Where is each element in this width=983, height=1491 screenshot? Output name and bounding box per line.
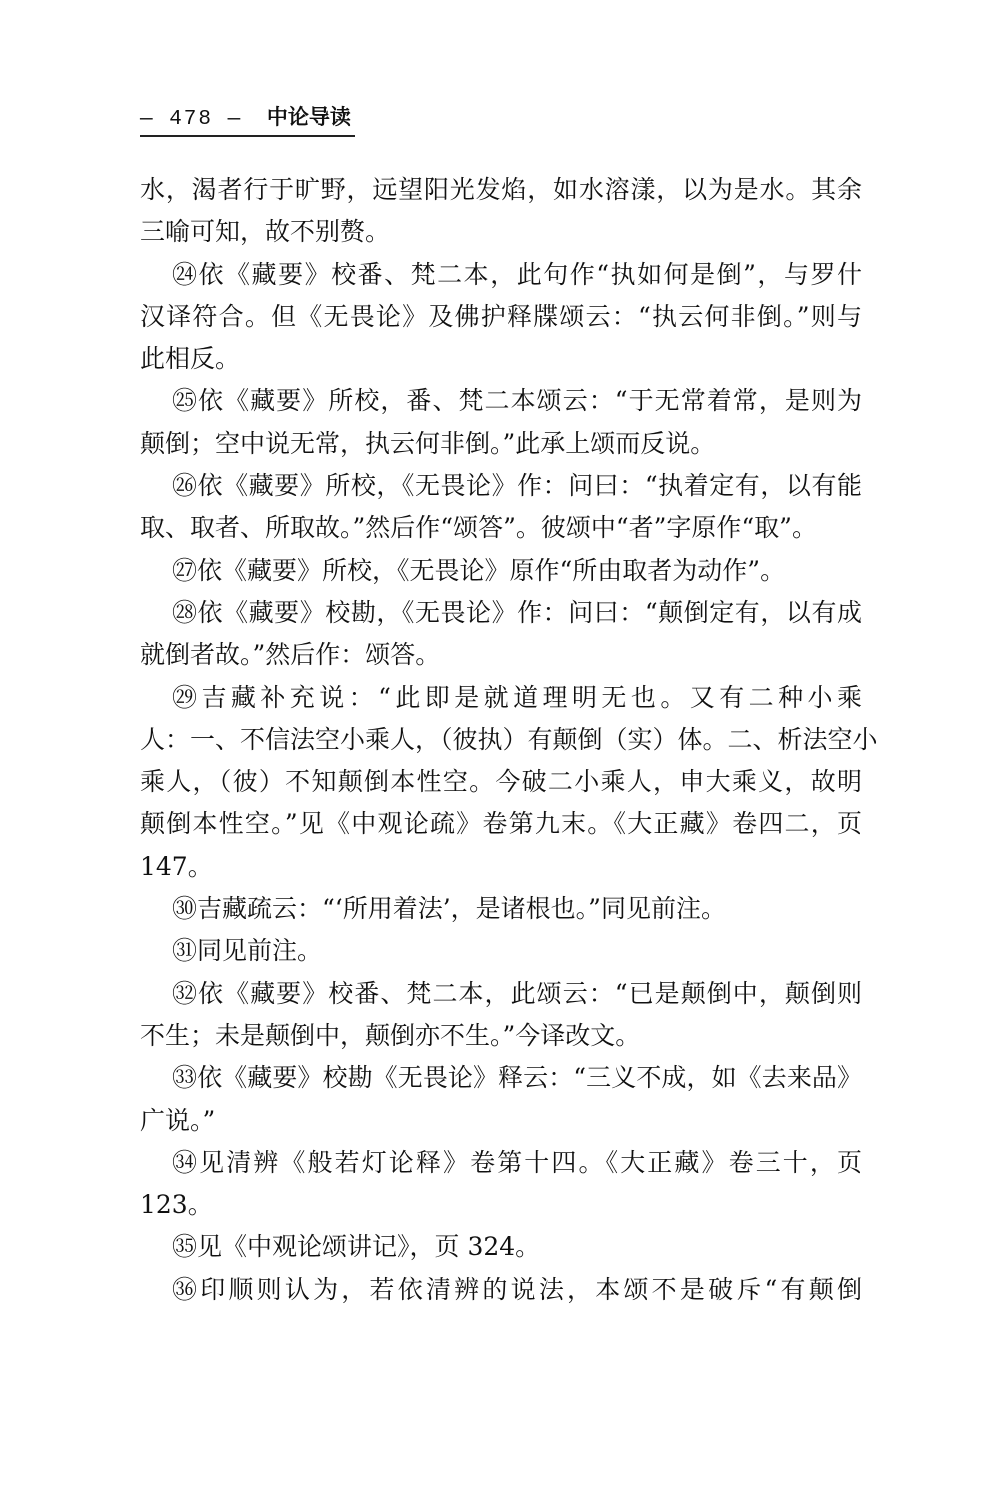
text-line: ㉟见《中观论颂讲记》，页 324。 — [172, 1232, 541, 1262]
text-line: ㊱印顺则认为，若依清辨的说法，本颂不是破斥“有颠倒 — [172, 1274, 862, 1304]
text-line: ㉙吉藏补充说：“此即是就道理明无也。又有二种小乘 — [172, 682, 862, 712]
text-line: ㉘依《藏要》校勘，《无畏论》作：问曰：“颠倒定有，以有成 — [172, 597, 862, 627]
text-line: ㉜依《藏要》校番、梵二本，此颂云：“已是颠倒中，颠倒则 — [172, 978, 862, 1008]
footnote-paragraph — [140, 1226, 862, 1268]
text-line: 123。 — [140, 1190, 213, 1220]
text-line: 颠倒本性空。”见《中观论疏》卷第九末。《大正藏》卷四二，页 — [140, 809, 862, 839]
running-header — [140, 102, 355, 137]
text-line: 汉译符合。但《无畏论》及佛护释牒颂云：“执云何非倒。”则与 — [140, 301, 862, 331]
text-line: 三喻可知，故不别赘。 — [140, 217, 391, 247]
footnote-paragraph — [140, 1142, 862, 1227]
text-line: ㉞见清辨《般若灯论释》卷第十四。《大正藏》卷三十，页 — [172, 1147, 862, 1177]
text-line: 取、取者、所取故。”然后作“颂答”。彼颂中“者”字原作“取”。 — [140, 513, 817, 543]
text-line: 广说。” — [140, 1105, 216, 1135]
footnote-paragraph — [140, 465, 862, 550]
text-line: ㉝依《藏要》校勘《无畏论》释云：“三义不成，如《去来品》 — [172, 1063, 862, 1093]
text-line: ㉔依《藏要》校番、梵二本，此句作“执如何是倒”，与罗什 — [172, 259, 862, 289]
footnote-paragraph — [140, 169, 862, 254]
footnote-paragraph — [140, 973, 862, 1058]
footnote-paragraph — [140, 380, 862, 465]
notes-body — [140, 169, 878, 1311]
text-line: ㉖依《藏要》所校，《无畏论》作：问曰：“执着定有，以有能 — [172, 471, 862, 501]
text-line: ㉗依《藏要》所校，《无畏论》原作“所由取者为动作”。 — [172, 555, 786, 585]
text-line: ㉕依《藏要》所校，番、梵二本颂云：“于无常着常，是则为 — [172, 386, 862, 416]
footnote-paragraph — [140, 592, 862, 677]
text-line: ㉛同见前注。 — [172, 936, 323, 966]
text-line: ㉚吉藏疏云：“‘所用着法’，是诸根也。”同见前注。 — [172, 894, 726, 924]
footnote-paragraph — [140, 677, 878, 888]
page-number: — 478 — — [140, 108, 243, 131]
text-line: 水，渴者行于旷野，远望阳光发焰，如水溶漾，以为是水。其余 — [140, 175, 862, 204]
text-line: 147。 — [140, 851, 213, 881]
text-line: 就倒者故。”然后作：颂答。 — [140, 640, 441, 670]
text-line: 颠倒；空中说无常，执云何非倒。”此承上颂而反说。 — [140, 428, 716, 458]
footnote-paragraph — [140, 1269, 862, 1311]
text-line: 不生；未是颠倒中，颠倒亦不生。”今译改文。 — [140, 1020, 641, 1050]
book-title: 中论导读 — [266, 104, 351, 129]
text-line: 人：一、不信法空小乘人，（彼执）有颠倒（实）体。二、析法空小 — [140, 724, 878, 754]
footnote-paragraph — [140, 254, 862, 381]
footnote-paragraph — [140, 930, 862, 972]
footnote-paragraph — [140, 1057, 862, 1142]
footnote-paragraph — [140, 888, 862, 930]
text-line: 乘人，（彼）不知颠倒本性空。今破二小乘人，申大乘义，故明 — [140, 767, 862, 797]
footnote-paragraph — [140, 550, 862, 592]
text-line: 此相反。 — [140, 344, 241, 374]
